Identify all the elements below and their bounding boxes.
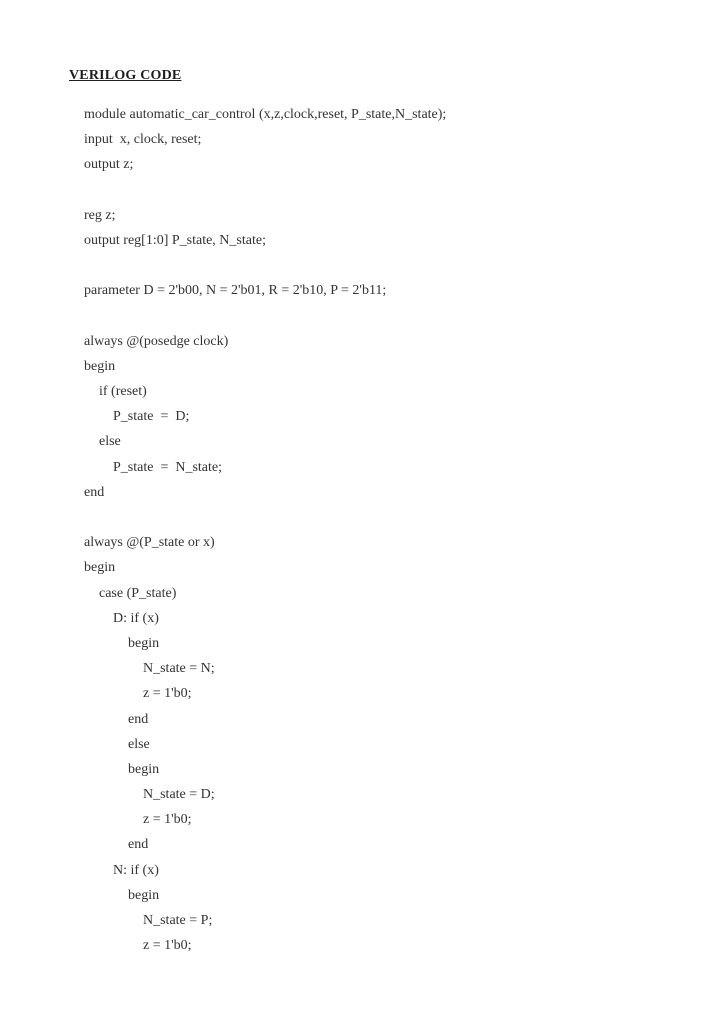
blank-line — [84, 253, 446, 278]
code-line: N: if (x) — [113, 862, 159, 878]
code-line: D: if (x) — [113, 610, 159, 626]
code-line: N_state = D; — [143, 787, 215, 803]
code-line: if (reset) — [99, 384, 147, 400]
code-line: always @(P_state or x) — [84, 535, 215, 551]
code-line: begin — [84, 358, 116, 374]
blank-line — [84, 178, 446, 203]
code-line: N_state = P; — [143, 913, 213, 928]
code-line: case (P_state) — [99, 585, 177, 601]
code-line: begin — [128, 887, 160, 903]
code-line: N_state = N; — [143, 661, 215, 677]
code-line: P_state = D; — [113, 409, 190, 425]
blank-line — [84, 505, 446, 530]
blank-line — [84, 304, 446, 329]
code-line: begin — [128, 761, 160, 777]
code-line: always @(posedge clock) — [84, 333, 229, 349]
code-line: z = 1'b0; — [143, 938, 192, 954]
code-line: begin — [84, 560, 116, 576]
code-line: end — [128, 837, 149, 853]
code-line: begin — [128, 635, 160, 651]
code-line: else — [99, 434, 121, 450]
code-line: end — [84, 484, 105, 500]
code-line: end — [128, 711, 149, 727]
code-line: reg z; — [84, 207, 116, 223]
code-block — [84, 102, 446, 958]
code-line: P_state = N_state; — [113, 459, 222, 475]
code-line: input x, clock, reset; — [84, 132, 202, 148]
code-line: output z; — [84, 157, 134, 173]
code-line: z = 1'b0; — [143, 686, 192, 702]
code-line: module automatic_car_control (x,z,clock,reset, P_state,N_state); — [84, 107, 447, 122]
code-line: z = 1'b0; — [143, 812, 192, 828]
code-line: output reg[1:0] P_state, N_state; — [84, 232, 266, 248]
code-line: else — [128, 736, 150, 752]
code-line: parameter D = 2'b00, N = 2'b01, R = 2'b10, P = 2'b11; — [84, 283, 387, 299]
section-heading: VERILOG CODE — [69, 68, 182, 83]
